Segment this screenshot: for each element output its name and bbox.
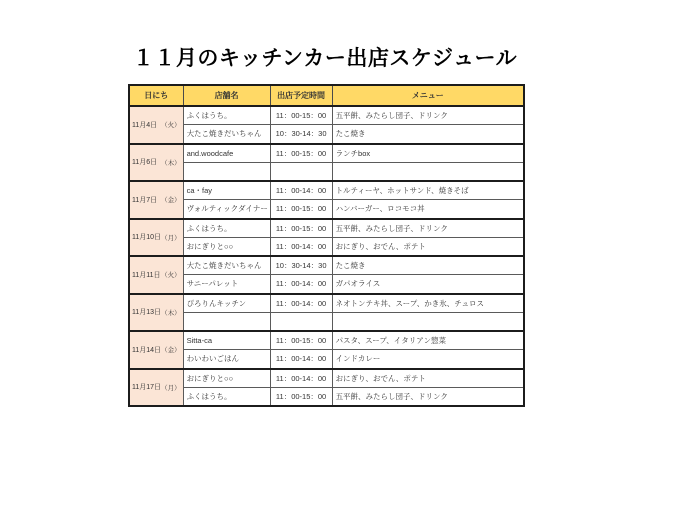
table-row [129,331,524,350]
time-cell: 11：00-14：00 [270,369,332,388]
menu-cell: おにぎり、おでん、ポテト [332,369,524,388]
table-row [129,106,524,125]
page-title: １１月のキッチンカー出店スケジュール [132,47,518,70]
time-cell: 11：00-15：00 [270,144,332,163]
menu-cell: ガパオライス [332,275,524,294]
table-row [129,350,524,369]
date-label: 11月17日 [132,384,162,392]
store-cell: ふくはうち。 [183,387,270,406]
time-cell: 11：00-14：00 [270,275,332,294]
table-row [129,237,524,256]
store-cell: おにぎりと○○ [183,369,270,388]
menu-cell: 五平餅、みたらし団子、ドリンク [332,106,524,125]
store-cell: ぴろりんキッチン [183,294,270,313]
weekday-label: （金） [161,197,181,205]
weekday-label: （木） [161,309,181,317]
schedule-table [128,84,525,407]
store-cell: 大たこ焼きだいちゃん [183,125,270,144]
weekday-label: （火） [161,272,181,280]
date-cell [129,144,183,182]
table-row [129,162,524,181]
store-cell: 大たこ焼きだいちゃん [183,256,270,275]
weekday-label: （月） [161,384,181,392]
date-label: 11月7日 [132,196,158,204]
menu-cell: 五平餅、みたらし団子、ドリンク [332,219,524,238]
store-cell: ふくはうち。 [183,219,270,238]
table-row [129,275,524,294]
time-cell: 11：00-15：00 [270,331,332,350]
menu-cell: ランチbox [332,144,524,163]
table-row [129,369,524,388]
date-wrap [130,157,183,167]
table-row [129,219,524,238]
table-row [129,387,524,406]
date-cell [129,331,183,369]
table-row [129,256,524,275]
menu-cell [332,162,524,181]
menu-cell: たこ焼き [332,125,524,144]
time-cell: 11：00-14：00 [270,181,332,200]
table-row [129,125,524,144]
menu-cell: 五平餅、みたらし団子、ドリンク [332,387,524,406]
store-cell: ふくはうち。 [183,106,270,125]
header-store: 店舗名 [183,85,270,106]
menu-cell: パスタ、スープ、イタリアン惣菜 [332,331,524,350]
header-row [129,85,524,106]
time-cell: 11：00-15：00 [270,106,332,125]
date-label: 11月6日 [132,159,158,167]
store-cell: Sitta-ca [183,331,270,350]
weekday-label: （月） [161,234,181,242]
date-cell [129,181,183,219]
time-cell [270,312,332,331]
time-cell: 10：30-14：30 [270,125,332,144]
date-wrap [130,345,183,355]
time-cell: 10：30-14：30 [270,256,332,275]
menu-cell: トルティーヤ、ホットサンド、焼きそば [332,181,524,200]
table-row [129,312,524,331]
menu-cell: ネオトンテキ丼、スープ、かき氷、チュロス [332,294,524,313]
date-label: 11月13日 [132,309,162,317]
store-cell: サニーパレット [183,275,270,294]
date-label: 11月14日 [132,346,162,354]
store-cell: and.woodcafe [183,144,270,163]
time-cell [270,162,332,181]
date-cell [129,106,183,144]
store-cell: わいわいごはん [183,350,270,369]
store-cell: ヴォルティックダイナー [183,200,270,219]
weekday-label: （木） [161,159,181,167]
date-cell [129,369,183,407]
store-cell: ca・fay [183,181,270,200]
menu-cell: たこ焼き [332,256,524,275]
date-cell [129,219,183,257]
store-cell [183,312,270,331]
weekday-label: （火） [161,122,181,130]
header-menu: メニュー [332,85,524,106]
store-cell [183,162,270,181]
table-header [129,85,524,106]
store-cell: おにぎりと○○ [183,237,270,256]
table-row [129,294,524,313]
date-wrap [130,120,183,130]
date-wrap [130,195,183,205]
date-wrap [130,307,183,317]
date-cell [129,294,183,332]
table-row [129,200,524,219]
header-date: 日にち [129,85,183,106]
time-cell: 11：00-14：00 [270,294,332,313]
menu-cell: おにぎり、おでん、ポテト [332,237,524,256]
date-label: 11月4日 [132,121,158,129]
time-cell: 11：00-15：00 [270,200,332,219]
menu-cell: ハンバーガー、ロコモコ丼 [332,200,524,219]
date-wrap [130,270,183,280]
date-cell [129,256,183,294]
weekday-label: （金） [161,347,181,355]
time-cell: 11：00-14：00 [270,237,332,256]
menu-cell [332,312,524,331]
date-wrap [130,232,183,242]
date-wrap [130,382,183,392]
time-cell: 11：00-14：00 [270,350,332,369]
table-row [129,181,524,200]
date-label: 11月11日 [132,271,161,279]
time-cell: 11：00-15：00 [270,219,332,238]
time-cell: 11：00-15：00 [270,387,332,406]
menu-cell: インドカレー [332,350,524,369]
table-row [129,144,524,163]
date-label: 11月10日 [132,234,162,242]
header-time: 出店予定時間 [270,85,332,106]
